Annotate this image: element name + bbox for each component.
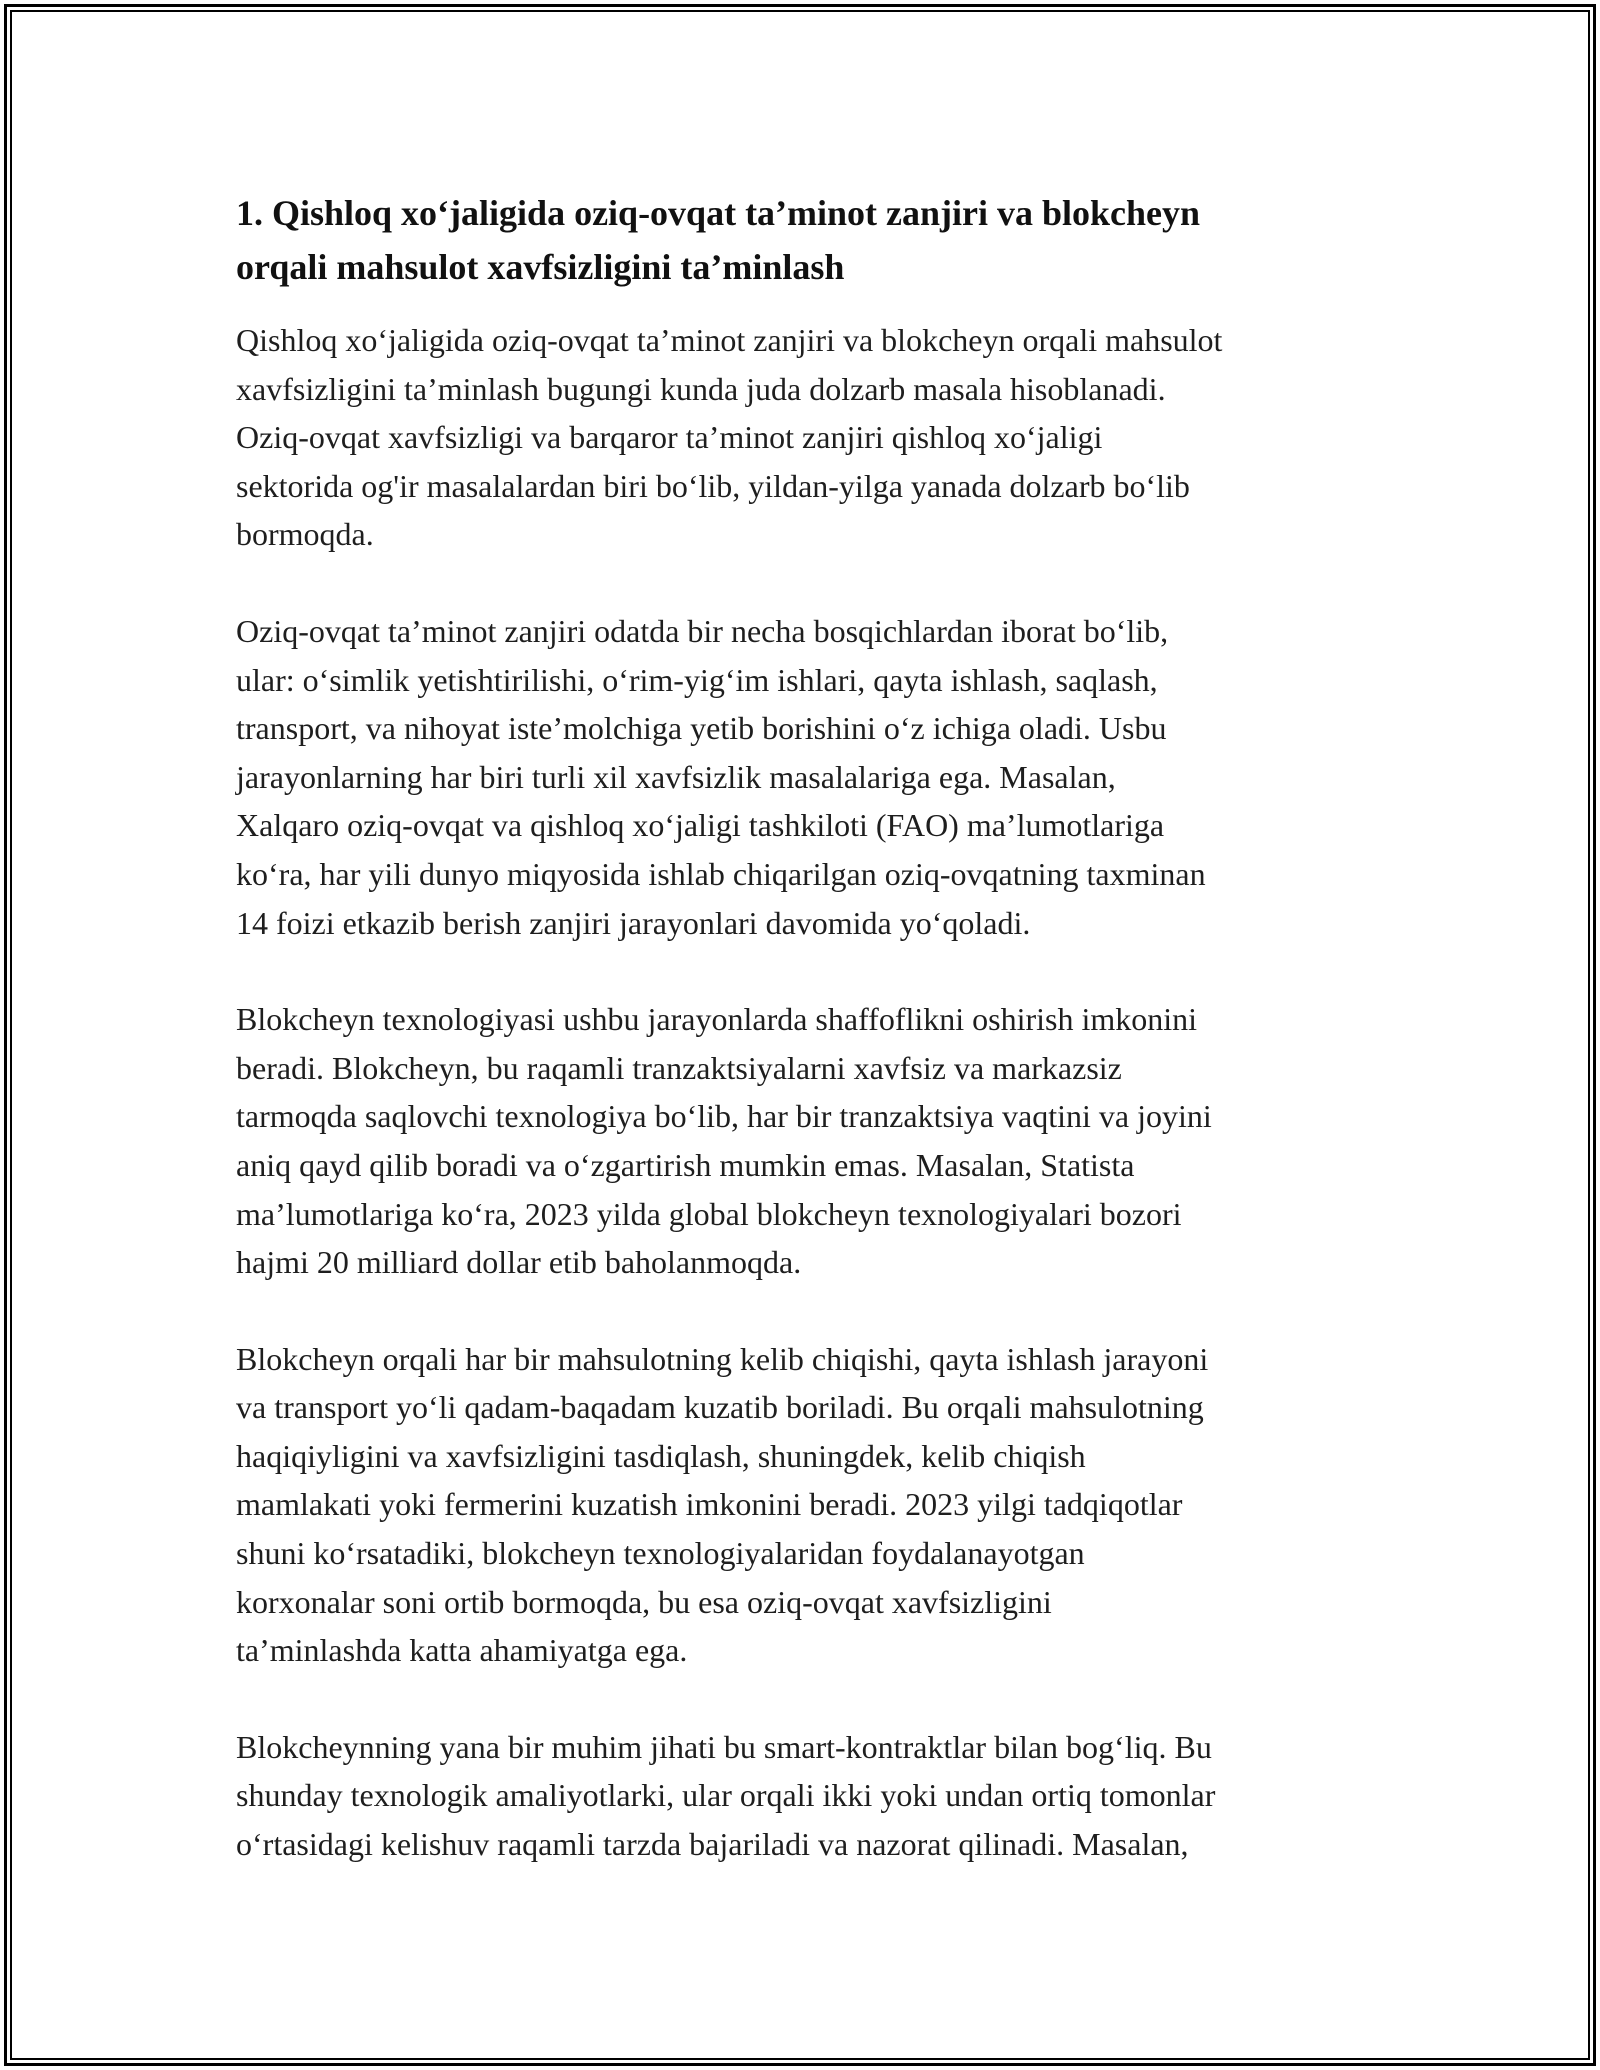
text-line: ko‘ra, har yili dunyo miqyosida ishlab chiqarilgan oziq-ovqatning taxminan <box>236 855 1206 892</box>
text-line: shunday texnologik amaliyotlarki, ular orqali ikki yoki undan ortiq tomonlar <box>236 1777 1216 1814</box>
text-line: Qishloq xo‘jaligida oziq-ovqat ta’minot zanjiri va blokcheyn orqali mahsulot <box>236 322 1223 358</box>
text-line: transport, va nihoyat iste’molchiga yetib borishini o‘z ichiga oladi. Usbu <box>236 710 1167 747</box>
text-line: beradi. Blokcheyn, bu raqamli tranzaktsiyalarni xavfsiz va markazsiz <box>236 1049 1122 1086</box>
paragraph-traceability <box>236 1335 1386 1675</box>
text-line: shuni ko‘rsatadiki, blokcheyn texnologiyalaridan foydalanayotgan <box>236 1535 1085 1572</box>
paragraph-smart-contracts <box>236 1723 1386 1869</box>
text-line: jarayonlarning har biri turli xil xavfsizlik masalalariga ega. Masalan, <box>236 758 1116 795</box>
text-line: Xalqaro oziq-ovqat va qishloq xo‘jaligi tashkiloti (FAO) ma’lumotlariga <box>236 807 1165 844</box>
text-line: Blokcheyn texnologiyasi ushbu jarayonlarda shaffoflikni oshirish imkonini <box>236 1001 1198 1038</box>
text-line: mamlakati yoki fermerini kuzatish imkonini beradi. 2023 yilgi tadqiqotlar <box>236 1486 1183 1523</box>
text-line: va transport yo‘li qadam-baqadam kuzatib boriladi. Bu orqali mahsulotning <box>236 1389 1204 1426</box>
paragraph-supply-chain <box>236 607 1386 947</box>
text-line: Blokcheyn orqali har bir mahsulotning kelib chiqishi, qayta ishlash jarayoni <box>236 1340 1209 1377</box>
text-line: sektorida og'ir masalalardan biri bo‘lib, yildan-yilga yanada dolzarb bo‘lib <box>236 467 1190 504</box>
text-line: bormoqda. <box>236 516 374 553</box>
text-line: 14 foizi etkazib berish zanjiri jarayonlari davomida yo‘qoladi. <box>236 904 1031 941</box>
paragraph-blockchain-technology <box>236 995 1386 1287</box>
text-line: ma’lumotlariga ko‘ra, 2023 yilda global blokcheyn texnologiyalari bozori <box>236 1195 1182 1232</box>
text-line: korxonalar soni ortib bormoqda, bu esa oziq-ovqat xavfsizligini <box>236 1583 1052 1620</box>
text-line: aniq qayd qilib boradi va o‘zgartirish mumkin emas. Masalan, Statista <box>236 1146 1135 1183</box>
section-heading <box>236 186 1386 294</box>
text-line: o‘rtasidagi kelishuv raqamli tarzda bajariladi va nazorat qilinadi. Masalan, <box>236 1826 1189 1863</box>
text-line: ta’minlashda katta ahamiyatga ega. <box>236 1632 688 1669</box>
text-line: haqiqiyligini va xavfsizligini tasdiqlash, shuningdek, kelib chiqish <box>236 1437 1086 1474</box>
document-body <box>236 186 1386 1869</box>
text-line: hajmi 20 milliard dollar etib baholanmoqda. <box>236 1244 802 1281</box>
text-line: xavfsizligini ta’minlash bugungi kunda juda dolzarb masala hisoblanadi. <box>236 370 1166 407</box>
text-line: Oziq-ovqat xavfsizligi va barqaror ta’minot zanjiri qishloq xo‘jaligi <box>236 419 1103 456</box>
text-line: tarmoqda saqlovchi texnologiya bo‘lib, har bir tranzaktsiya vaqtini va joyini <box>236 1098 1212 1135</box>
heading-line: orqali mahsulot xavfsizligini ta’minlash <box>236 247 845 287</box>
paragraph-intro <box>236 316 1386 559</box>
text-line: Blokcheynning yana bir muhim jihati bu smart-kontraktlar bilan bog‘liq. Bu <box>236 1728 1212 1765</box>
text-line: ular: o‘simlik yetishtirilishi, o‘rim-yig‘im ishlari, qayta ishlash, saqlash, <box>236 661 1158 698</box>
text-line: Oziq-ovqat ta’minot zanjiri odatda bir necha bosqichlardan iborat bo‘lib, <box>236 612 1169 649</box>
heading-line: 1. Qishloq xo‘jaligida oziq-ovqat ta’minot zanjiri va blokcheyn <box>236 193 1201 233</box>
